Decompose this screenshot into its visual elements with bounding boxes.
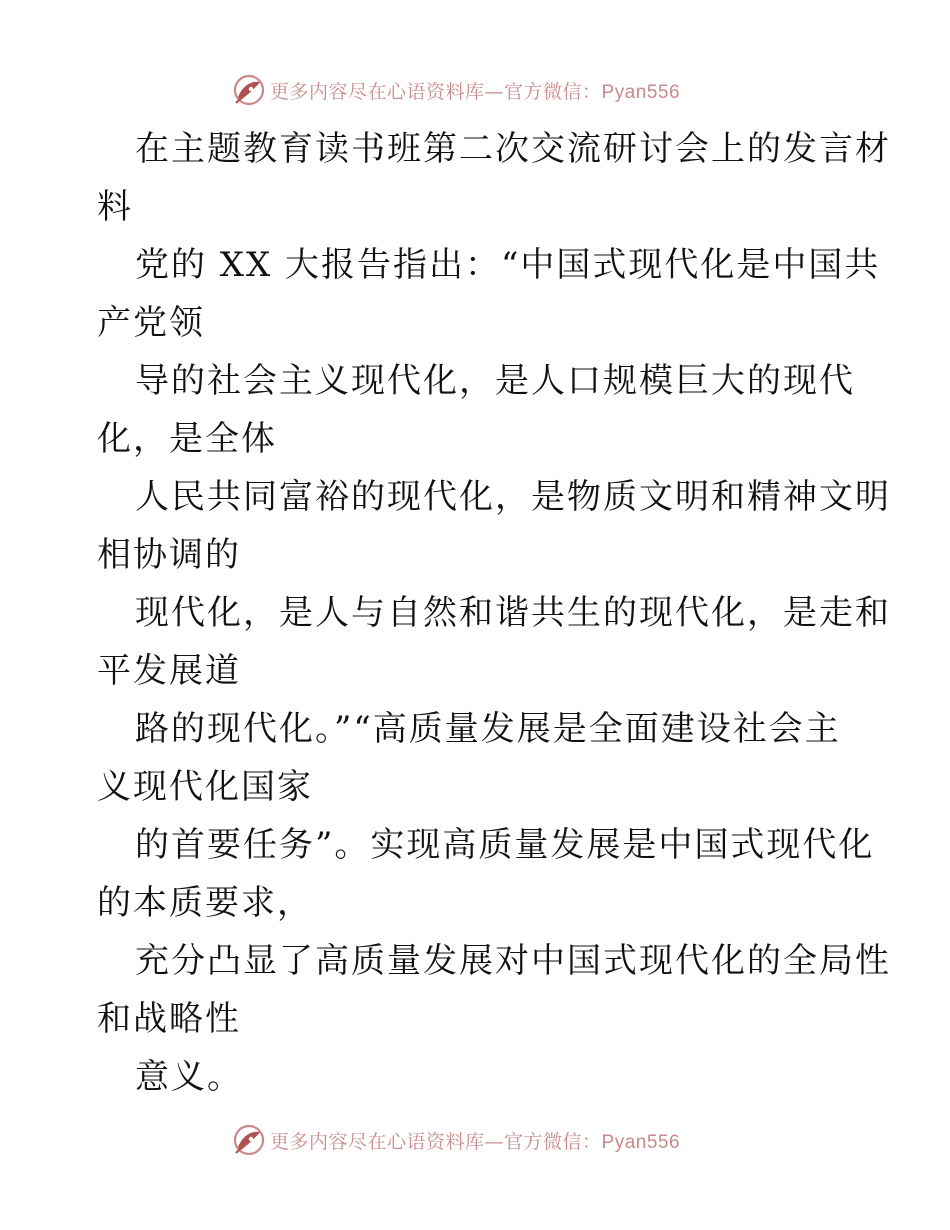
paragraph-line: 义现代化国家 [97,767,313,807]
paragraph-line: 产党领 [97,303,205,343]
document-title-line: 在主题教育读书班第二次交流研讨会上的发言材 [135,129,891,169]
banner-text: 更多内容尽在心语资料库—官方微信：Pyan556 [270,80,681,103]
paragraph-line: 相协调的 [97,535,241,575]
paragraph-line: 路的现代化。”“高质量发展是全面建设社会主 [135,709,841,749]
paragraph-line: 的本质要求， [97,883,313,923]
document-body [97,120,891,1106]
paragraph-line: 党的 XX 大报告指出：“中国式现代化是中国共 [135,245,881,285]
paragraph-line: 平发展道 [97,651,241,691]
document-title-line: 料 [97,187,133,227]
paragraph-line: 和战略性 [97,999,241,1039]
header-watermark-banner [232,72,680,108]
wechat-id: Pyan556 [601,1131,681,1153]
paragraph-line: 导的社会主义现代化，是人口规模巨大的现代 [135,361,855,401]
paragraph-line: 人民共同富裕的现代化，是物质文明和精神文明 [135,477,891,517]
banner-text: 更多内容尽在心语资料库—官方微信：Pyan556 [270,1130,681,1153]
paragraph-line: 的首要任务”。实现高质量发展是中国式现代化 [135,825,875,865]
wechat-id: Pyan556 [601,81,681,103]
paragraph-line: 化，是全体 [97,419,277,459]
paragraph-line: 充分凸显了高质量发展对中国式现代化的全局性 [135,941,891,981]
footer-watermark-banner [232,1122,680,1158]
pen-nib-logo-icon [232,73,266,107]
paragraph-line: 现代化，是人与自然和谐共生的现代化，是走和 [135,593,891,633]
paragraph-line: 意义。 [135,1057,243,1097]
pen-nib-logo-icon [232,1123,266,1157]
